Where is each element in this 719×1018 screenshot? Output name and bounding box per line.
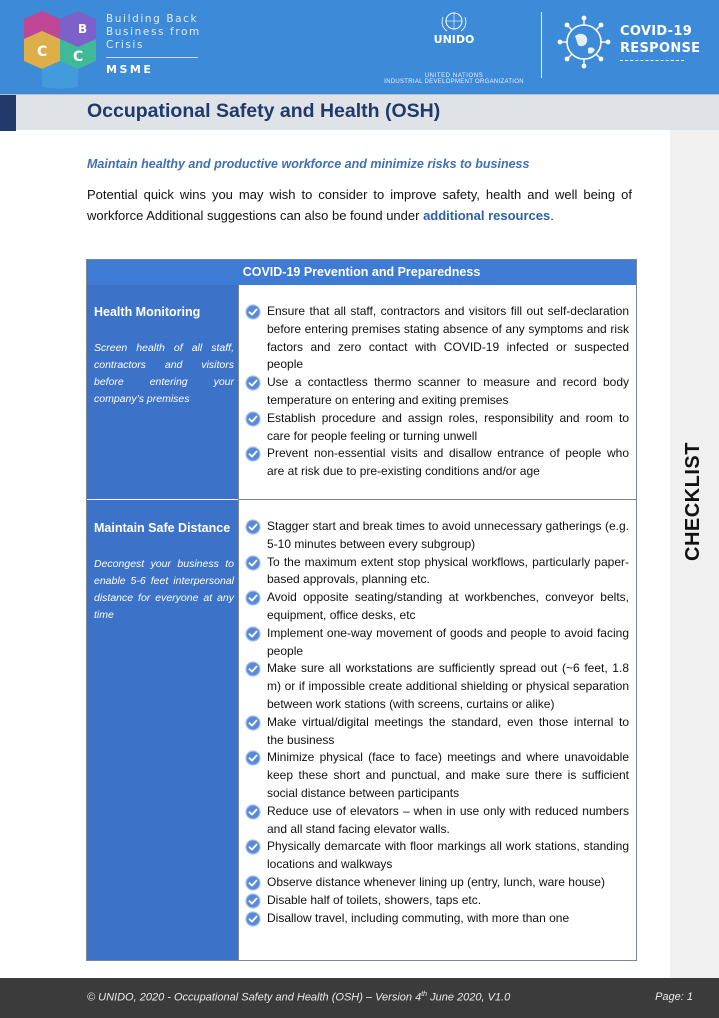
- category-description: Screen health of all staff, contractors and visitors before entering your company’s premises: [94, 342, 234, 405]
- brand-text: [106, 13, 206, 76]
- section-subtitle: Maintain healthy and productive workforce and minimize risks to business: [87, 157, 530, 171]
- unido-subtitle-1: UNITED NATIONS: [424, 73, 484, 79]
- checkmark-badge-icon: [245, 750, 261, 766]
- item-text: Use a contactless thermo scanner to measure and record body temperature on entering and exiting premises: [267, 375, 629, 407]
- category-health-monitoring: [94, 302, 234, 408]
- intro-end: .: [550, 208, 554, 223]
- list-item: [245, 554, 629, 590]
- checkmark-badge-icon: [245, 626, 261, 642]
- footer-text-pre: © UNIDO, 2020 - Occupational Safety and Health (OSH) – Version 4: [87, 991, 422, 1004]
- footer-copyright: [87, 991, 510, 1004]
- table-header: COVID-19 Prevention and Preparedness: [87, 260, 636, 285]
- item-text: Make virtual/digital meetings the standard, even those internal to the business: [267, 714, 629, 747]
- cube-letter-2: C: [37, 44, 48, 60]
- category-description: Decongest your business to enable 5-6 feet interpersonal distance for everyone at any time: [94, 558, 234, 621]
- page-title: Occupational Safety and Health (OSH): [87, 100, 441, 122]
- title-accent: [0, 95, 16, 131]
- additional-resources-link[interactable]: additional resources: [423, 208, 551, 223]
- checkmark-badge-icon: [245, 375, 261, 391]
- checkmark-badge-icon: [245, 911, 261, 927]
- item-text: Observe distance whenever lining up (entry, lunch, ware house): [267, 874, 605, 889]
- health-monitoring-list: [245, 303, 629, 481]
- brand-divider: [106, 57, 198, 58]
- item-text: Make sure all workstations are sufficiently spread out (~6 feet, 1.8 m) or if impossible create additional shielding or physical separation between work stations (with screens, curtains or alike): [267, 661, 629, 711]
- item-text: Disable half of toilets, showers, taps etc.: [267, 892, 482, 907]
- list-item: [245, 303, 629, 374]
- page-number: Page: 1: [655, 991, 693, 1003]
- list-item: [245, 625, 629, 661]
- brand-line-2: Business from: [106, 26, 201, 38]
- intro-text: Potential quick wins you may wish to consider to improve safety, health and well being of workforce Additional suggestions can also be found under: [87, 187, 632, 223]
- checkmark-badge-icon: [245, 411, 261, 427]
- list-item: [245, 749, 629, 802]
- list-item: [245, 518, 629, 554]
- footer: [0, 978, 719, 1018]
- list-item: [245, 838, 629, 874]
- item-text: Stagger start and break times to avoid unnecessary gatherings (e.g. 5-10 minutes between every subgroup): [267, 519, 629, 551]
- footer-sup: th: [421, 991, 428, 998]
- list-item: [245, 410, 629, 446]
- checkmark-badge-icon: [245, 875, 261, 891]
- item-text: Establish procedure and assign roles, responsibility and room to care for people feeling or turning unwell: [267, 410, 629, 443]
- safe-distance-list: [245, 518, 629, 927]
- item-text: Physically demarcate with floor markings all work stations, standing locations and walkways: [267, 839, 629, 872]
- item-text: To the maximum extent stop physical workflows, particularly paper-based approvals, planning etc.: [267, 554, 629, 587]
- header-band: [0, 0, 719, 94]
- header-divider: [541, 12, 542, 78]
- footer-text-post: June 2020, V1.0: [427, 991, 511, 1004]
- covid-virus-globe-icon: [556, 14, 612, 70]
- checkmark-badge-icon: [245, 519, 261, 535]
- checkmark-badge-icon: [245, 590, 261, 606]
- list-item: [245, 714, 629, 750]
- list-item: [245, 374, 629, 410]
- row-divider-left: [87, 499, 238, 500]
- brand-line-1: Building Back: [106, 13, 199, 25]
- msme-cubes-logo: [20, 9, 100, 89]
- list-item: [245, 892, 629, 910]
- title-bar: [0, 94, 719, 130]
- cube-letter-3: C: [73, 49, 84, 65]
- covid-dashed-rule: [620, 60, 684, 61]
- category-maintain-safe-distance: [94, 518, 234, 624]
- brand-msme: MSME: [106, 63, 154, 76]
- checkmark-badge-icon: [245, 893, 261, 909]
- checklist-table: [86, 259, 637, 961]
- row-divider-right: [238, 499, 636, 500]
- intro-paragraph: [87, 184, 632, 226]
- covid-response-logo: [620, 23, 700, 61]
- checkmark-badge-icon: [245, 446, 261, 462]
- checkmark-badge-icon: [245, 304, 261, 320]
- column-divider: [238, 285, 239, 961]
- checkmark-badge-icon: [245, 661, 261, 677]
- list-item: [245, 589, 629, 625]
- list-item: [245, 660, 629, 713]
- item-text: Avoid opposite seating/standing at workbenches, conveyor belts, equipment, office desks, etc: [267, 590, 629, 622]
- covid-line-1: COVID-19: [620, 24, 693, 39]
- unido-subtitle-2: INDUSTRIAL DEVELOPMENT ORGANIZATION: [384, 79, 524, 85]
- brand-line-3: Crisis: [106, 39, 145, 51]
- checklist-side-label: CHECKLIST: [682, 442, 704, 561]
- item-text: Disallow travel, including commuting, with more than one: [267, 910, 570, 925]
- checkmark-badge-icon: [245, 839, 261, 855]
- item-text: Implement one-way movement of goods and people to avoid facing people: [267, 625, 629, 658]
- cube-letter-1: B: [78, 22, 88, 36]
- category-title: Health Monitoring: [94, 305, 201, 319]
- item-text: Reduce use of elevators – when in use only with reduced numbers and all stand facing elevator walls.: [267, 803, 629, 836]
- item-text: Minimize physical (face to face) meetings and where unavoidable keep these short and punctual, and make sure there is sufficient social distance between participants: [267, 750, 629, 800]
- covid-line-2: RESPONSE: [620, 41, 701, 56]
- item-text: Ensure that all staff, contractors and visitors fill out self-declaration before entering premises stating absence of any symptoms and risk factors and zero contact with COVID-19 infected or suspected people: [267, 304, 629, 372]
- checkmark-badge-icon: [245, 715, 261, 731]
- category-title: Maintain Safe Distance: [94, 521, 231, 535]
- checkmark-badge-icon: [245, 555, 261, 571]
- list-item: [245, 910, 629, 928]
- un-emblem-icon: [431, 12, 477, 46]
- list-item: [245, 445, 629, 481]
- item-text: Prevent non-essential visits and disallow entrance of people who are at risk due to pre-existing conditions and/or age: [267, 446, 629, 479]
- checkmark-badge-icon: [245, 804, 261, 820]
- list-item: [245, 803, 629, 839]
- unido-logo: [378, 12, 530, 85]
- list-item: [245, 874, 629, 892]
- unido-wordmark: UNIDO: [433, 33, 475, 46]
